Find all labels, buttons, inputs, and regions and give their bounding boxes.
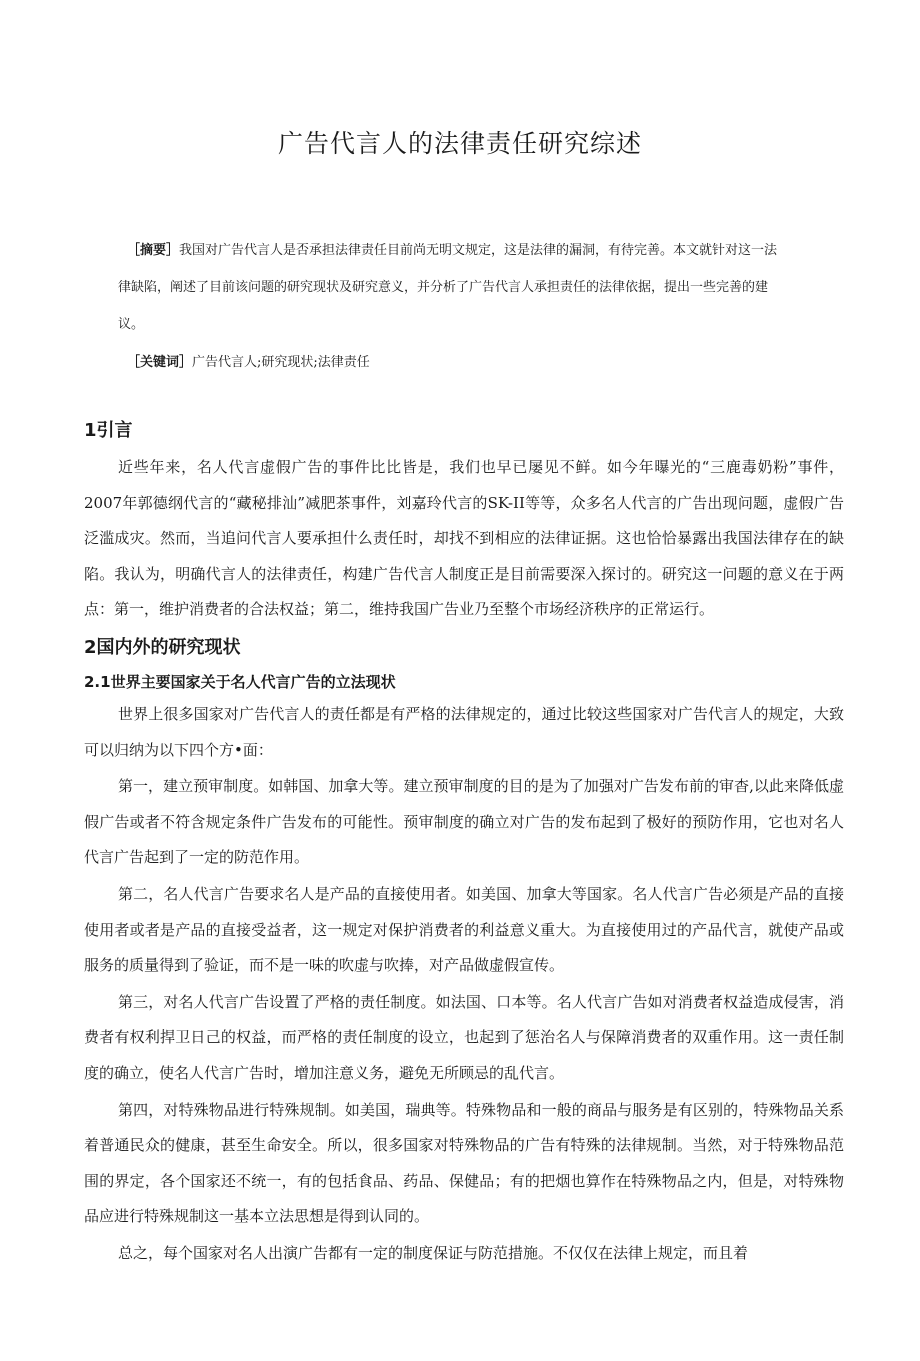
paragraph: 第四，对特殊物品进行特殊规制。如美国，瑞典等。特殊物品和一般的商品与服务是有区别的，特殊物品关系着普通民众的健康，甚至生命安全。所以，很多国家对特殊物品的广告有特殊的法律规制。当然，对于特殊物品范围的界定，各个国家还不统一，有的包括食品、药品、保健品；有的把烟也算作在特殊物品之内，但是，对特殊物品应进行特殊规制这一基本立法思想是得到认同的。 bbox=[84, 1100, 844, 1226]
keywords-paragraph bbox=[118, 344, 778, 381]
section-heading-1: 1引言 bbox=[84, 420, 133, 441]
abstract-text: 我国对广告代言人是否承担法律责任目前尚无明文规定，这是法律的漏洞，有待完善。本文就针对这一法律缺陷，阐述了目前该问题的研究现状及研究意义，并分析了广告代言人承担责任的法律依据，提出一些完善的建议。 bbox=[118, 243, 778, 332]
abstract-block bbox=[118, 232, 778, 381]
paragraph: 近些年来，名人代言虚假广告的事件比比皆是，我们也早已屡见不鲜。如今年曝光的“三鹿毒奶粉”事件，2007年郭德纲代言的“藏秘排汕”减肥茶事件，刘嘉玲代言的SK-II等等，众多名人代言的广告出现问题，虚假广告泛滥成灾。然而，当追问代言人要承担什么责任时，却找不到相应的法律证据。这也恰恰暴露出我国法律存在的缺陷。我认为，明确代言人的法律责任，构建广告代言人制度正是目前需要深入探讨的。研究这一问题的意义在于两点：第一，维护消费者的合法权益；第二，维持我国广告业乃至整个市场经济秩序的正常运行。 bbox=[84, 458, 844, 619]
document-title: 广告代言人的法律责任研究综述 bbox=[277, 129, 642, 158]
subsection-heading-2-1: 2.1世界主要国家关于名人代言广告的立法现状 bbox=[84, 672, 396, 691]
section-heading-2: 2国内外的研究现状 bbox=[84, 636, 241, 658]
keywords-text: 广告代言人;研究现状;法律责任 bbox=[192, 355, 370, 370]
paragraph: 第三，对名人代言广告设置了严格的责任制度。如法国、口本等。名人代言广告如对消费者权益造成侵害，消费者有权利捍卫日己的权益，而严格的责任制度的设立，也起到了惩治名人与保障消费者的双重作用。这一责任制度的确立，使名人代言广告时，增加注意义务，避免无所顾忌的乱代言。 bbox=[84, 992, 844, 1082]
paragraph: 第一，建立预审制度。如韩国、加拿大等。建立预审制度的目的是为了加强对广告发布前的审杳,以此来降低虚假广告或者不符含规定条件广告发布的可能性。预审制度的确立对广告的发布起到了极好的预防作用，它也对名人代言广告起到了一定的防范作用。 bbox=[84, 777, 844, 867]
paragraph: 总之，每个国家对名人出演广告都有一定的制度保证与防范措施。不仅仅在法律上规定，而且着 bbox=[118, 1243, 749, 1262]
abstract-label: ［摘要］ bbox=[127, 243, 180, 258]
paragraph: 第二，名人代言广告要求名人是产品的直接使用者。如美国、加拿大等国家。名人代言广告必须是产品的直接使用者或者是产品的直接受益者，这一规定对保护消费者的利益意义重大。为直接使用过的产品代言，就使产品或服务的质量得到了验证，而不是一味的吹虚与吹捧，对产品做虚假宣传。 bbox=[84, 884, 844, 975]
abstract-paragraph bbox=[118, 232, 778, 343]
paragraph: 世界上很多国家对广告代言人的责任都是有严格的法律规定的，通过比较这些国家对广告代言人的规定，大致可以归纳为以下四个方•面： bbox=[84, 704, 844, 759]
keywords-label: ［关键词］ bbox=[127, 355, 193, 370]
body-text bbox=[84, 412, 844, 1272]
